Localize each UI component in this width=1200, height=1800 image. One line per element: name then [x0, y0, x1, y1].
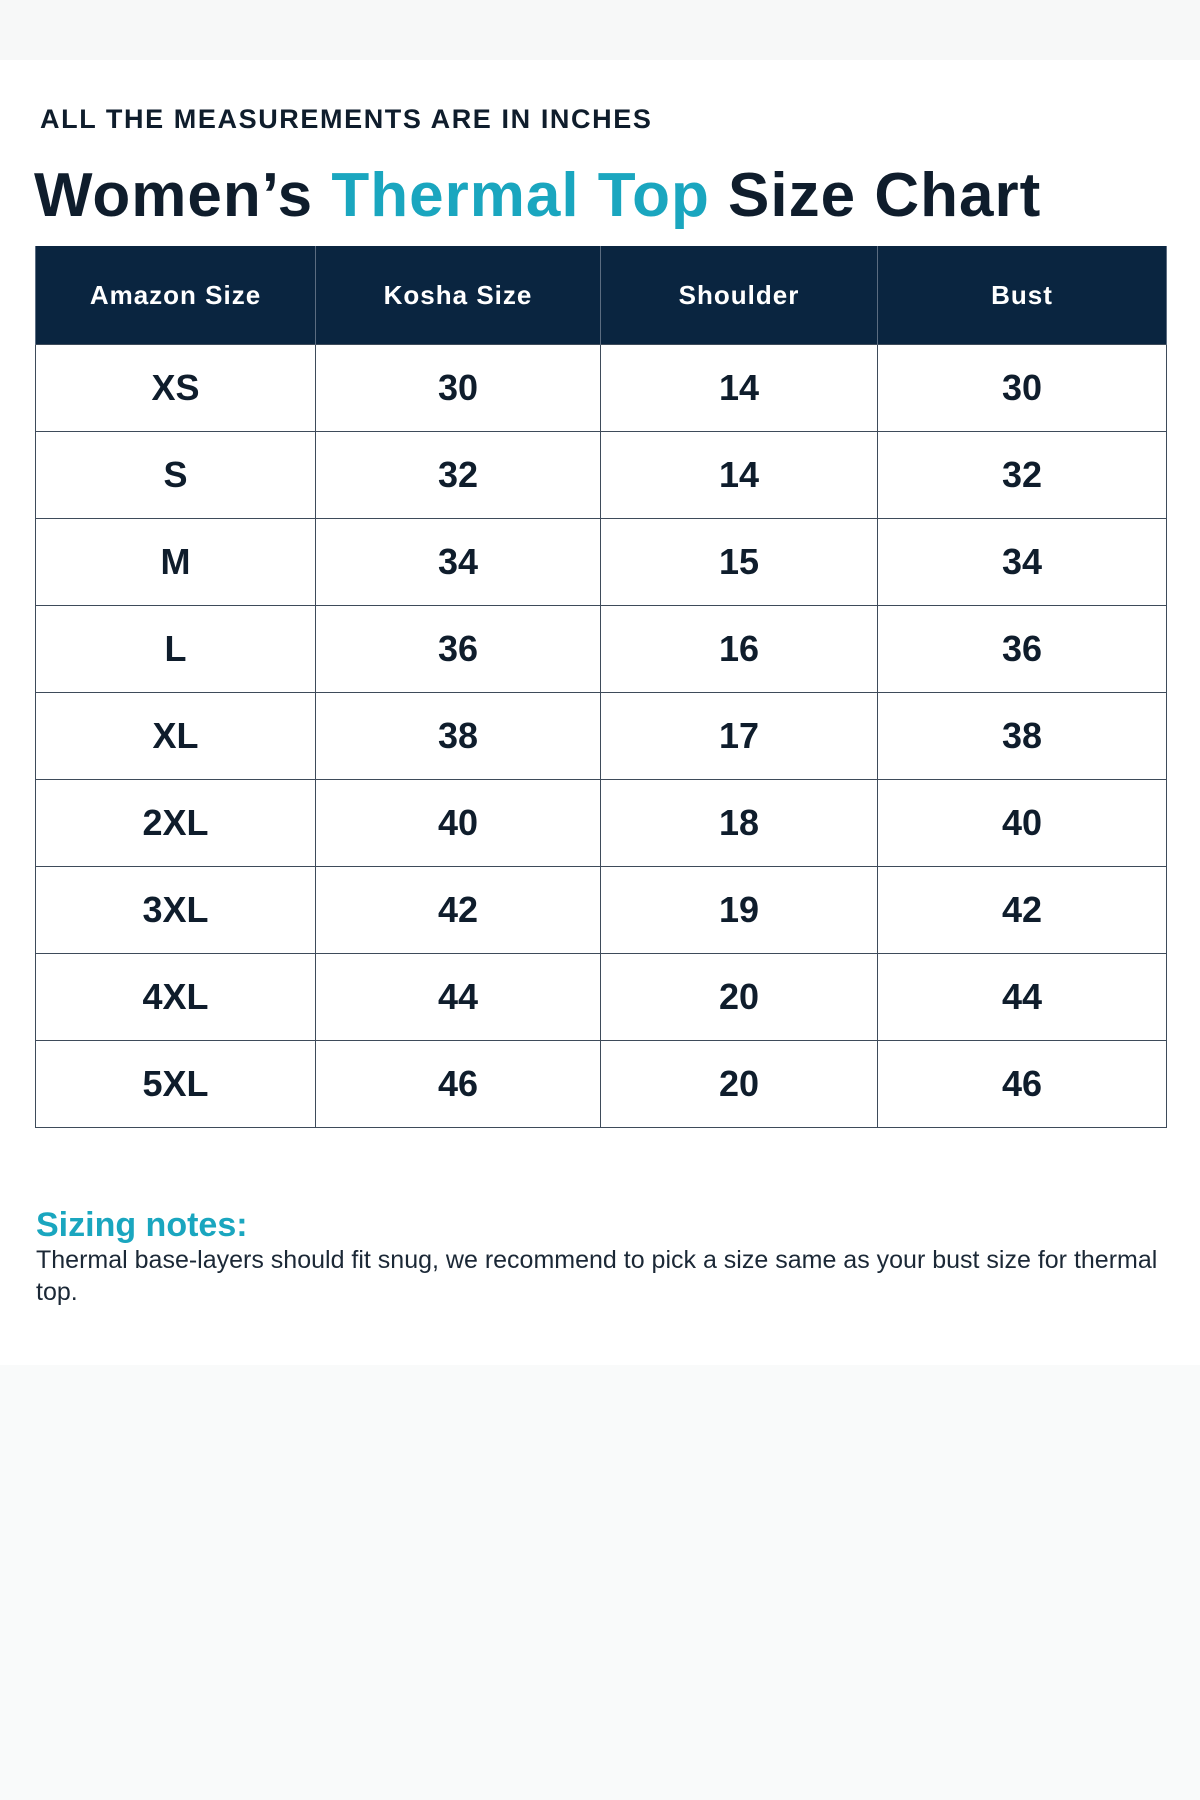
cell-bust: 42 [878, 867, 1167, 954]
cell-amazon-size: 4XL [36, 954, 316, 1041]
table-row [36, 519, 1167, 606]
column-header-shoulder: Shoulder [601, 246, 878, 345]
cell-kosha-size: 34 [316, 519, 601, 606]
cell-kosha-size: 44 [316, 954, 601, 1041]
cell-amazon-size: XL [36, 693, 316, 780]
cell-bust: 34 [878, 519, 1167, 606]
table-row [36, 1041, 1167, 1128]
cell-kosha-size: 42 [316, 867, 601, 954]
cell-shoulder: 20 [601, 954, 878, 1041]
cell-kosha-size: 46 [316, 1041, 601, 1128]
table-row [36, 693, 1167, 780]
cell-amazon-size: 3XL [36, 867, 316, 954]
cell-shoulder: 15 [601, 519, 878, 606]
top-strip [0, 0, 1200, 60]
cell-bust: 46 [878, 1041, 1167, 1128]
table-row [36, 606, 1167, 693]
table-header-row [36, 246, 1167, 345]
column-header-amazon-size: Amazon Size [36, 246, 316, 345]
table-row [36, 867, 1167, 954]
cell-bust: 32 [878, 432, 1167, 519]
cell-amazon-size: S [36, 432, 316, 519]
table-row [36, 432, 1167, 519]
size-table [35, 246, 1167, 1128]
cell-bust: 38 [878, 693, 1167, 780]
cell-shoulder: 14 [601, 345, 878, 432]
measurement-unit-note: ALL THE MEASUREMENTS ARE IN INCHES [40, 104, 653, 134]
sizing-notes-text: Thermal base-layers should fit snug, we recommend to pick a size same as your bust size for thermal top. [36, 1246, 1158, 1306]
cell-shoulder: 14 [601, 432, 878, 519]
cell-bust: 40 [878, 780, 1167, 867]
cell-kosha-size: 38 [316, 693, 601, 780]
title-prefix: Women’s [34, 161, 332, 230]
cell-amazon-size: M [36, 519, 316, 606]
cell-amazon-size: XS [36, 345, 316, 432]
table-row [36, 780, 1167, 867]
cell-shoulder: 19 [601, 867, 878, 954]
cell-shoulder: 18 [601, 780, 878, 867]
page-title [34, 160, 1041, 231]
column-header-bust: Bust [878, 246, 1167, 345]
cell-shoulder: 17 [601, 693, 878, 780]
cell-bust: 44 [878, 954, 1167, 1041]
cell-kosha-size: 32 [316, 432, 601, 519]
cell-bust: 36 [878, 606, 1167, 693]
cell-amazon-size: 2XL [36, 780, 316, 867]
cell-shoulder: 16 [601, 606, 878, 693]
cell-amazon-size: L [36, 606, 316, 693]
table-row [36, 345, 1167, 432]
title-accent: Thermal Top [331, 161, 710, 230]
cell-kosha-size: 36 [316, 606, 601, 693]
cell-bust: 30 [878, 345, 1167, 432]
cell-shoulder: 20 [601, 1041, 878, 1128]
cell-amazon-size: 5XL [36, 1041, 316, 1128]
cell-kosha-size: 40 [316, 780, 601, 867]
sizing-notes-title: Sizing notes: [36, 1206, 248, 1244]
column-header-kosha-size: Kosha Size [316, 246, 601, 345]
table-row [36, 954, 1167, 1041]
cell-kosha-size: 30 [316, 345, 601, 432]
title-suffix: Size Chart [709, 161, 1042, 230]
